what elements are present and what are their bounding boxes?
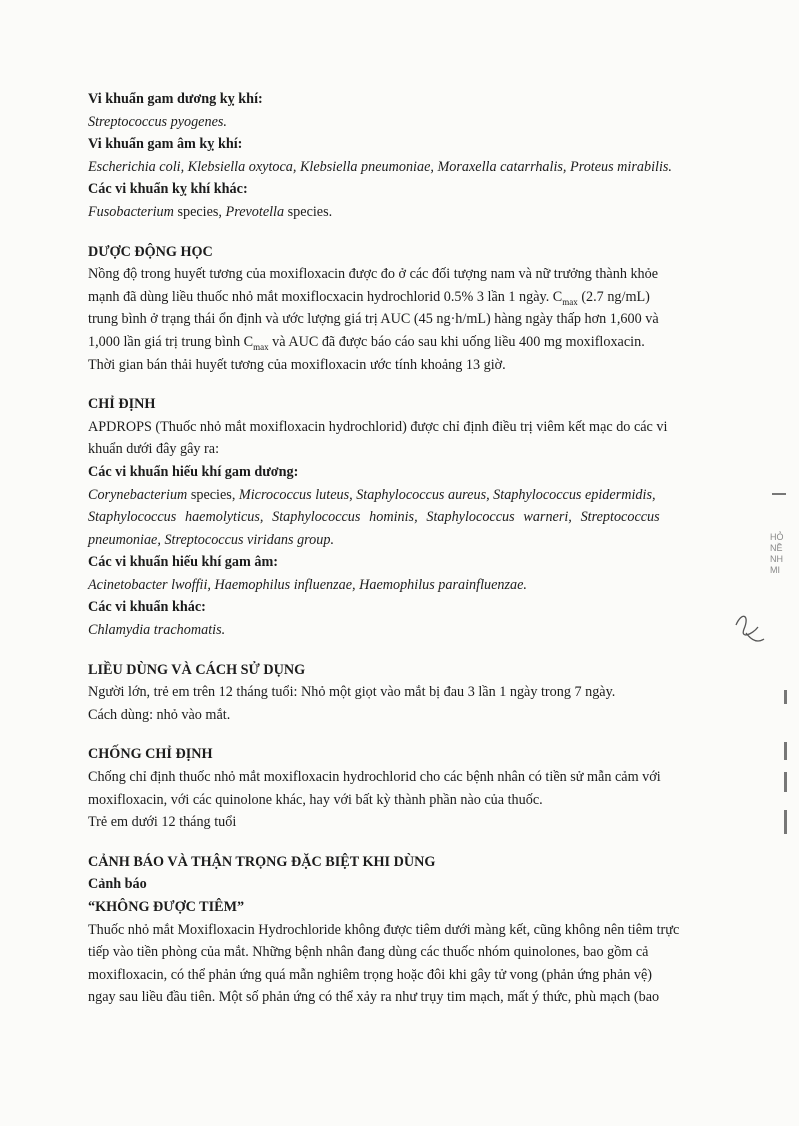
gram-pos-anaerobe-title: Vi khuẩn gam dương kỵ khí: <box>88 91 263 107</box>
pharmacokinetics-line <box>88 331 738 354</box>
warnings-line: Thuốc nhỏ mắt Moxifloxacin Hydrochloride không được tiêm dưới màng kết, cũng không nên tiêm trực <box>88 921 680 938</box>
margin-text-line: NH <box>770 554 783 564</box>
gram-pos-anaerobe-list: Streptococcus pyogenes. <box>88 113 227 130</box>
document-page <box>88 88 738 1009</box>
other-bacteria-title: Các vi khuẩn khác: <box>88 599 206 616</box>
text-span: 1,000 lần giá trị trung bình C <box>88 333 254 350</box>
pharmacokinetics-line: Thời gian bán thải huyết tương của moxifloxacin ước tính khoảng 13 giờ. <box>88 356 506 373</box>
warnings-heading: CẢNH BÁO VÀ THẬN TRỌNG ĐẶC BIỆT KHI DÙNG <box>88 853 436 870</box>
contraindications-line: Trẻ em dưới 12 tháng tuổi <box>88 814 237 831</box>
gram-neg-anaerobe-title: Vi khuẩn gam âm kỵ khí: <box>88 136 243 153</box>
other-bacteria-list: Chlamydia trachomatis. <box>88 622 226 639</box>
contraindications-heading: CHỐNG CHỈ ĐỊNH <box>88 746 213 763</box>
warnings-line: tiếp vào tiền phòng của mắt. Những bệnh nhân đang dùng các thuốc nhóm quinolones, bao gồm cả <box>88 944 649 961</box>
subscript: max <box>562 296 578 307</box>
other-anaerobe-title: Các vi khuẩn kỵ khí khác: <box>88 181 248 198</box>
aerobe-gram-pos-list: pneumoniae, Streptococcus viridans group. <box>88 531 335 548</box>
margin-stroke <box>784 772 787 792</box>
margin-stroke <box>784 690 787 704</box>
pharmacokinetics-line <box>88 286 738 309</box>
species-text: species. <box>284 203 333 220</box>
text-span: và AUC đã được báo cáo sau khi uống liều 400 mg moxifloxacin. <box>268 333 645 350</box>
indications-heading: CHỈ ĐỊNH <box>88 396 156 413</box>
aerobe-gram-neg-list: Acinetobacter lwoffii, Haemophilus influenzae, Haemophilus parainfluenzae. <box>88 576 527 593</box>
genus-corynebacterium: Corynebacterium <box>88 486 188 503</box>
no-injection-heading: “KHÔNG ĐƯỢC TIÊM” <box>88 899 245 915</box>
pharmacokinetics-line: Nồng độ trong huyết tương của moxifloxacin được đo ở các đối tượng nam và nữ trưởng thành khỏe <box>88 266 659 283</box>
warnings-line: ngay sau liều đầu tiên. Một số phản ứng có thể xảy ra như trụy tim mạch, mất ý thức, phù mạch (bao <box>88 989 660 1006</box>
dosage-line: Cách dùng: nhỏ vào mắt. <box>88 706 231 723</box>
aerobe-gram-pos-list <box>88 484 738 507</box>
margin-text-line: NỀ <box>770 543 783 553</box>
signature-mark <box>728 605 768 649</box>
contraindications-line: moxifloxacin, với các quinolone khác, hay với bất kỳ thành phần nào của thuốc. <box>88 791 543 808</box>
indications-line: khuẩn dưới đây gây ra: <box>88 441 220 458</box>
gram-neg-anaerobe-list: Escherichia coli, Klebsiella oxytoca, Klebsiella pneumoniae, Moraxella catarrhalis, Proteus mirabilis. <box>88 158 672 175</box>
margin-stroke <box>784 810 787 834</box>
subscript: max <box>253 341 269 352</box>
species-list: Micrococcus luteus, Staphylococcus aureus, Staphylococcus epidermidis, <box>238 486 656 503</box>
aerobe-gram-pos-list: Staphylococcus haemolyticus, Staphylococcus hominis, Staphylococcus warneri, Streptococcus <box>88 509 660 526</box>
margin-text-line: HỎ <box>770 532 784 542</box>
aerobe-gram-pos-title: Các vi khuẩn hiếu khí gam dương: <box>88 463 299 480</box>
warnings-subheading: Cảnh báo <box>88 876 147 893</box>
dosage-line: Người lớn, trẻ em trên 12 tháng tuổi: Nhỏ một giọt vào mắt bị đau 3 lần 1 ngày trong 7 ngày. <box>88 684 616 701</box>
warnings-line: moxifloxacin, có thể phản ứng quá mẫn nghiêm trọng hoặc đôi khi gây tử vong (phản ứng phản vệ) <box>88 966 653 983</box>
indications-line: APDROPS (Thuốc nhỏ mắt moxifloxacin hydrochlorid) được chỉ định điều trị viêm kết mạc do các vi <box>88 418 668 435</box>
pharmacokinetics-heading: DƯỢC ĐỘNG HỌC <box>88 243 213 260</box>
text-span: mạnh đã dùng liều thuốc nhỏ mắt moxiflocxacin hydrochlorid 0.5% 3 lần 1 ngày. C <box>88 288 563 305</box>
genus-fusobacterium: Fusobacterium <box>88 203 174 220</box>
margin-stroke <box>772 493 786 495</box>
genus-prevotella: Prevotella <box>225 203 285 220</box>
species-text: species, <box>173 203 226 220</box>
contraindications-line: Chống chỉ định thuốc nhỏ mắt moxifloxacin hydrochlorid cho các bệnh nhân có tiền sử mẫn cảm với <box>88 769 661 786</box>
dosage-heading: LIỀU DÙNG VÀ CÁCH SỬ DỤNG <box>88 661 306 678</box>
other-anaerobe-list <box>88 201 738 224</box>
margin-text <box>770 532 784 576</box>
aerobe-gram-neg-title: Các vi khuẩn hiếu khí gam âm: <box>88 554 278 571</box>
margin-text-line: MI <box>770 565 780 575</box>
species-text: species, <box>187 486 239 503</box>
text-span: (2.7 ng/mL) <box>577 288 650 305</box>
margin-stroke <box>784 742 787 760</box>
pharmacokinetics-line: trung bình ở trạng thái ổn định và ước lượng giá trị AUC (45 ng·h/mL) hàng ngày thấp hơn 1,600 và <box>88 311 659 328</box>
